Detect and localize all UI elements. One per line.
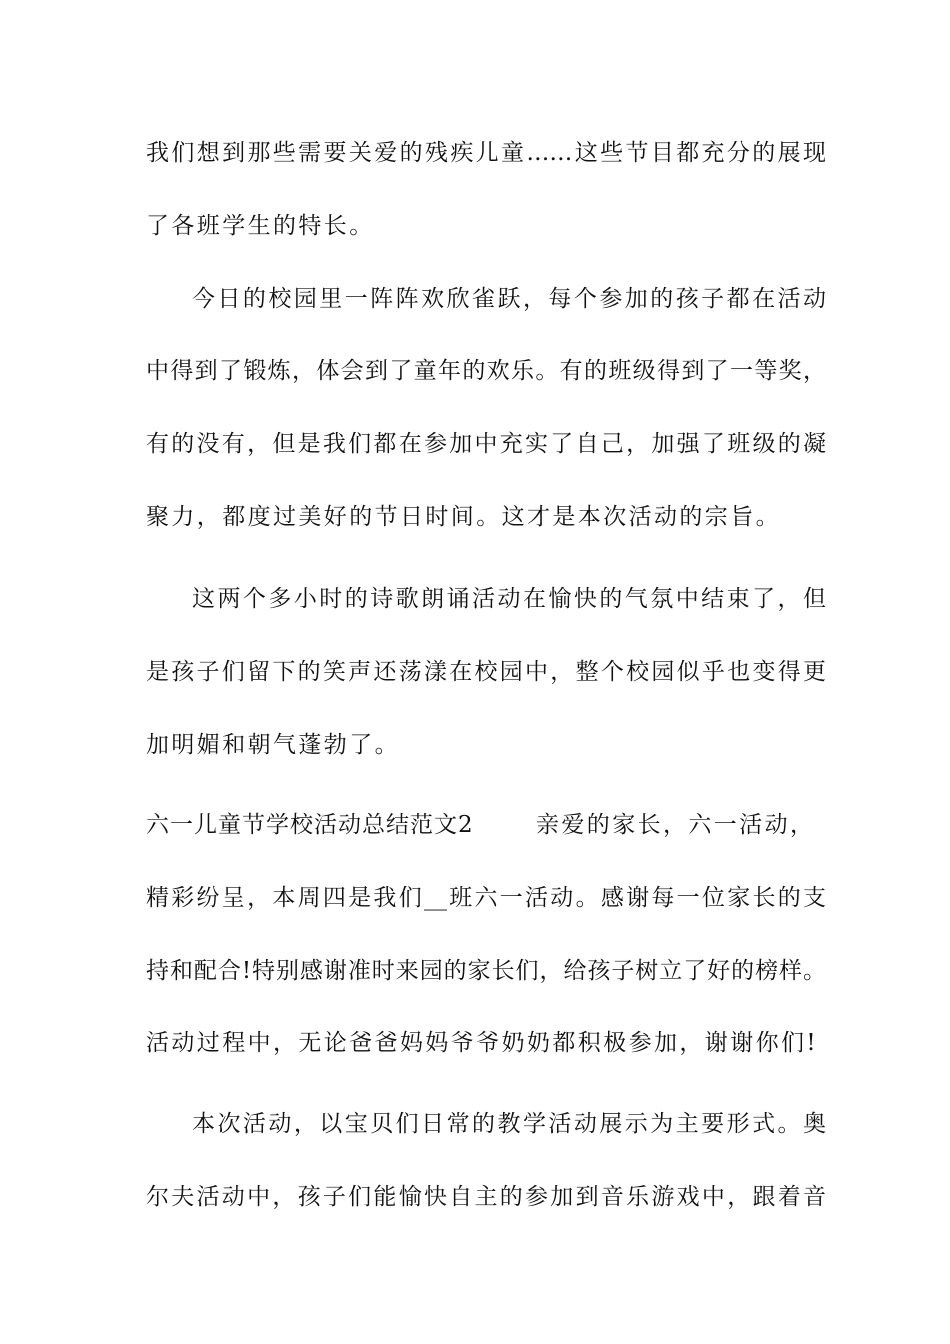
text-line: 我们想到那些需要关爱的残疾儿童……这些节目都充分的展现 xyxy=(146,140,826,166)
paragraph-first-line: 本次活动，以宝贝们日常的教学活动展示为主要形式。奥 xyxy=(192,1111,826,1137)
section-title: 六一儿童节学校活动总结范文2 xyxy=(146,812,474,838)
text-line: 了各班学生的特长。 xyxy=(146,213,375,239)
text-line: 聚力，都度过美好的节日时间。这才是本次活动的宗旨。 xyxy=(146,504,781,530)
text-line: 持和配合!特别感谢准时来园的家长们，给孩子树立了好的榜样。 xyxy=(146,958,826,984)
text-line: 尔夫活动中，孩子们能愉快自主的参加到音乐游戏中，跟着音 xyxy=(146,1184,826,1210)
text-line: 是孩子们留下的笑声还荡漾在校园中，整个校园似乎也变得更 xyxy=(146,659,826,685)
text-line: 加明媚和朝气蓬勃了。 xyxy=(146,732,400,758)
text-line: 精彩纷呈，本周四是我们__班六一活动。感谢每一位家长的支 xyxy=(146,885,826,911)
text-line: 中得到了锻炼，体会到了童年的欢乐。有的班级得到了一等奖， xyxy=(146,358,826,384)
text-line: 亲爱的家长，六一活动， xyxy=(536,812,816,838)
text-line: 有的没有，但是我们都在参加中充实了自己，加强了班级的凝 xyxy=(146,431,826,457)
text-line: 活动过程中，无论爸爸妈妈爷爷奶奶都积极参加，谢谢你们! xyxy=(146,1030,819,1056)
paragraph-first-line: 这两个多小时的诗歌朗诵活动在愉快的气氛中结束了，但 xyxy=(192,586,826,612)
paragraph-first-line: 今日的校园里一阵阵欢欣雀跃，每个参加的孩子都在活动 xyxy=(192,286,826,312)
